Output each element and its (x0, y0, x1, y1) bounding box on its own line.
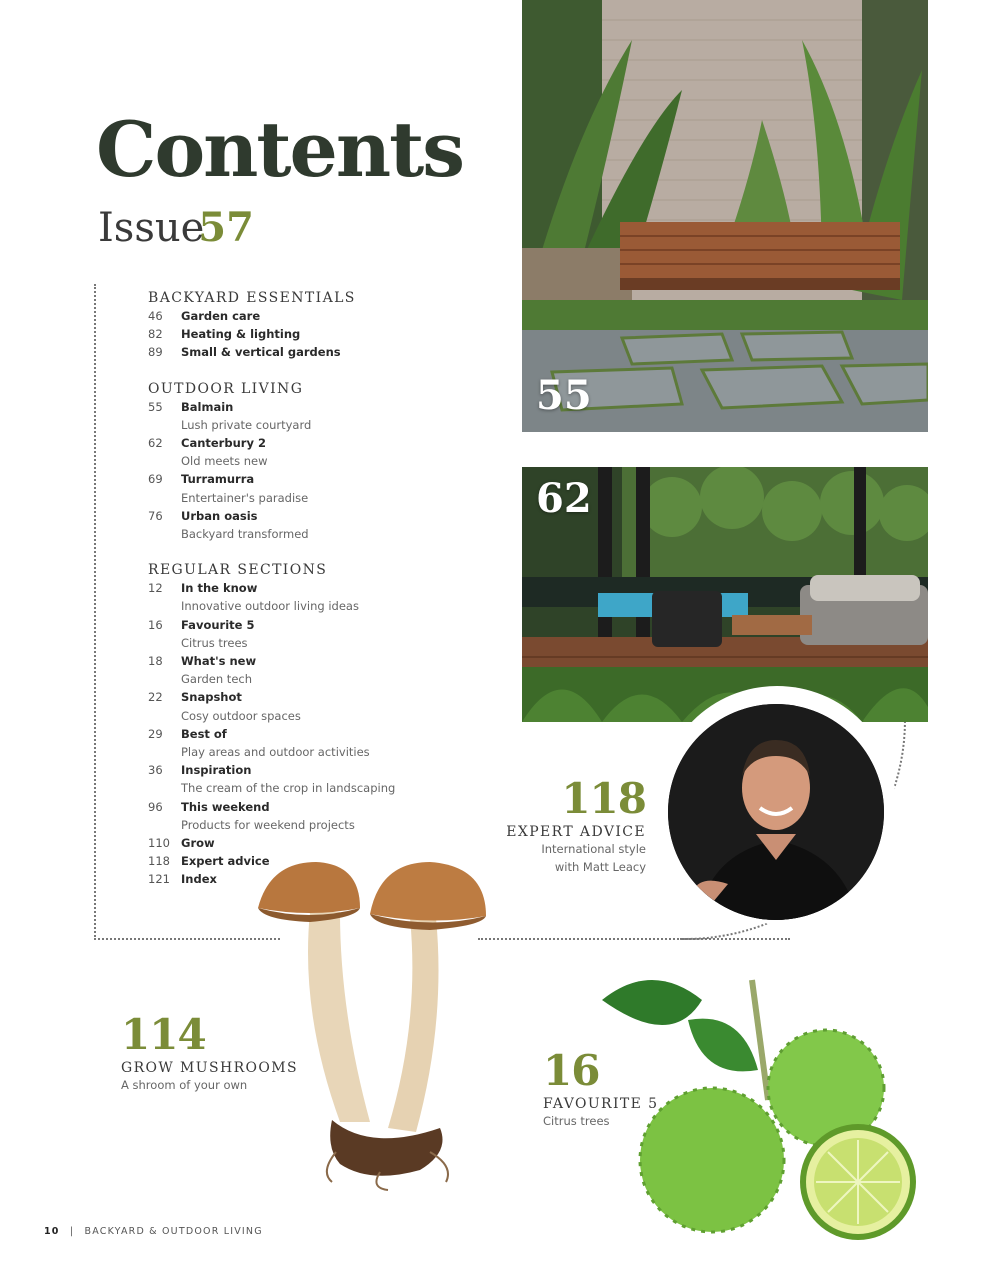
entry-subtitle: Lush private courtyard (181, 417, 312, 432)
feature-heading: GROW MUSHROOMS (121, 1060, 298, 1076)
garden-photo[interactable] (522, 467, 928, 722)
entry-name: Favourite 5 (181, 617, 255, 632)
entry-page: 110 (148, 836, 170, 851)
entry-page: 12 (148, 581, 163, 596)
entry-page: 16 (148, 617, 163, 632)
entry-page: 121 (148, 872, 170, 887)
toc-entry[interactable] (148, 798, 478, 834)
footer-publication: BACKYARD & OUTDOOR LIVING (84, 1226, 263, 1237)
entry-page: 29 (148, 726, 163, 741)
feature-subtitle: A shroom of your own (121, 1078, 248, 1092)
toc-entry[interactable] (148, 725, 478, 761)
toc-entry[interactable] (148, 507, 478, 543)
feature-favourite-5[interactable] (543, 1046, 659, 1130)
entry-page: 89 (148, 345, 163, 360)
entry-page: 46 (148, 309, 163, 323)
entry-subtitle: Products for weekend projects (181, 817, 355, 832)
dotted-border-bottom-right (478, 938, 790, 940)
footer-separator: | (69, 1226, 75, 1237)
toc-entry[interactable] (148, 761, 478, 797)
page-footer (44, 1226, 263, 1237)
entry-name: This weekend (181, 799, 270, 814)
feature-heading: EXPERT ADVICE (506, 824, 646, 840)
toc-entry[interactable] (148, 398, 478, 434)
footer-page-number: 10 (44, 1226, 60, 1237)
entry-page: 76 (148, 508, 163, 523)
feature-heading: FAVOURITE 5 (543, 1096, 659, 1112)
entry-page: 36 (148, 763, 163, 778)
toc-entry[interactable] (148, 688, 478, 724)
issue-number: 57 (198, 204, 254, 251)
entry-name: Garden care (181, 309, 261, 323)
entry-name: Grow (181, 836, 215, 851)
entry-name: Urban oasis (181, 508, 258, 523)
feature-grow-mushrooms[interactable] (121, 1010, 298, 1094)
courtyard-photo[interactable] (522, 0, 928, 432)
dotted-border-left (94, 284, 96, 940)
toc-entry[interactable] (148, 834, 478, 852)
entry-name: In the know (181, 581, 258, 596)
entry-page: 18 (148, 654, 163, 669)
entry-name: Snapshot (181, 690, 242, 705)
feature-number: 16 (543, 1046, 600, 1095)
entry-page: 22 (148, 690, 163, 705)
entry-subtitle: Innovative outdoor living ideas (181, 599, 359, 614)
toc-section (148, 289, 478, 362)
entry-name: Best of (181, 726, 227, 741)
section-title: OUTDOOR LIVING (148, 380, 304, 397)
entry-subtitle: Play areas and outdoor activities (181, 745, 370, 760)
feature-number: 114 (121, 1010, 206, 1059)
entry-page: 118 (148, 854, 170, 869)
garden-page-number: 62 (536, 475, 592, 522)
toc-entry[interactable] (148, 325, 478, 343)
entry-subtitle: The cream of the crop in landscaping (181, 781, 396, 796)
entry-page: 96 (148, 799, 163, 814)
entry-name: Canterbury 2 (181, 436, 266, 451)
entry-subtitle: Citrus trees (181, 635, 248, 650)
feature-subtitle: International style (541, 842, 646, 856)
entry-page: 69 (148, 472, 163, 487)
entry-name: What's new (181, 654, 257, 669)
entry-name: Heating & lighting (181, 327, 301, 342)
feature-subtitle: with Matt Leacy (554, 860, 646, 874)
entry-page: 62 (148, 436, 163, 451)
portrait-illustration (668, 704, 884, 920)
toc-entry[interactable] (148, 434, 478, 470)
toc-entry[interactable] (148, 470, 478, 506)
issue-word: Issue (98, 205, 205, 251)
toc-entry[interactable] (148, 307, 478, 325)
toc-entry[interactable] (148, 652, 478, 688)
toc-entry[interactable] (148, 616, 478, 652)
feature-expert-advice[interactable] (500, 774, 646, 876)
entry-subtitle: Old meets new (181, 454, 268, 469)
entry-name: Inspiration (181, 763, 252, 778)
expert-portrait[interactable] (668, 704, 884, 920)
entry-name: Small & vertical gardens (181, 345, 341, 360)
entry-subtitle: Cosy outdoor spaces (181, 708, 301, 723)
section-title: REGULAR SECTIONS (148, 562, 328, 579)
issue-label (98, 204, 254, 251)
toc-section (148, 380, 478, 544)
entry-subtitle: Garden tech (181, 672, 252, 687)
table-of-contents (148, 289, 478, 907)
entry-name: Balmain (181, 399, 234, 414)
feature-number: 118 (561, 774, 646, 823)
entry-subtitle: Backyard transformed (181, 527, 309, 542)
section-title: BACKYARD ESSENTIALS (148, 290, 356, 306)
courtyard-page-number: 55 (536, 372, 592, 419)
toc-section (148, 561, 478, 888)
page-title: Contents (96, 105, 464, 194)
entry-name: Index (181, 872, 217, 887)
entry-name: Expert advice (181, 854, 270, 869)
toc-entry[interactable] (148, 343, 478, 361)
courtyard-illustration (522, 0, 928, 432)
entry-page: 82 (148, 327, 163, 342)
entry-page: 55 (148, 399, 163, 414)
feature-subtitle: Citrus trees (543, 1114, 610, 1128)
entry-subtitle: Entertainer's paradise (181, 490, 309, 505)
toc-entry[interactable] (148, 579, 478, 615)
entry-name: Turramurra (181, 472, 255, 487)
